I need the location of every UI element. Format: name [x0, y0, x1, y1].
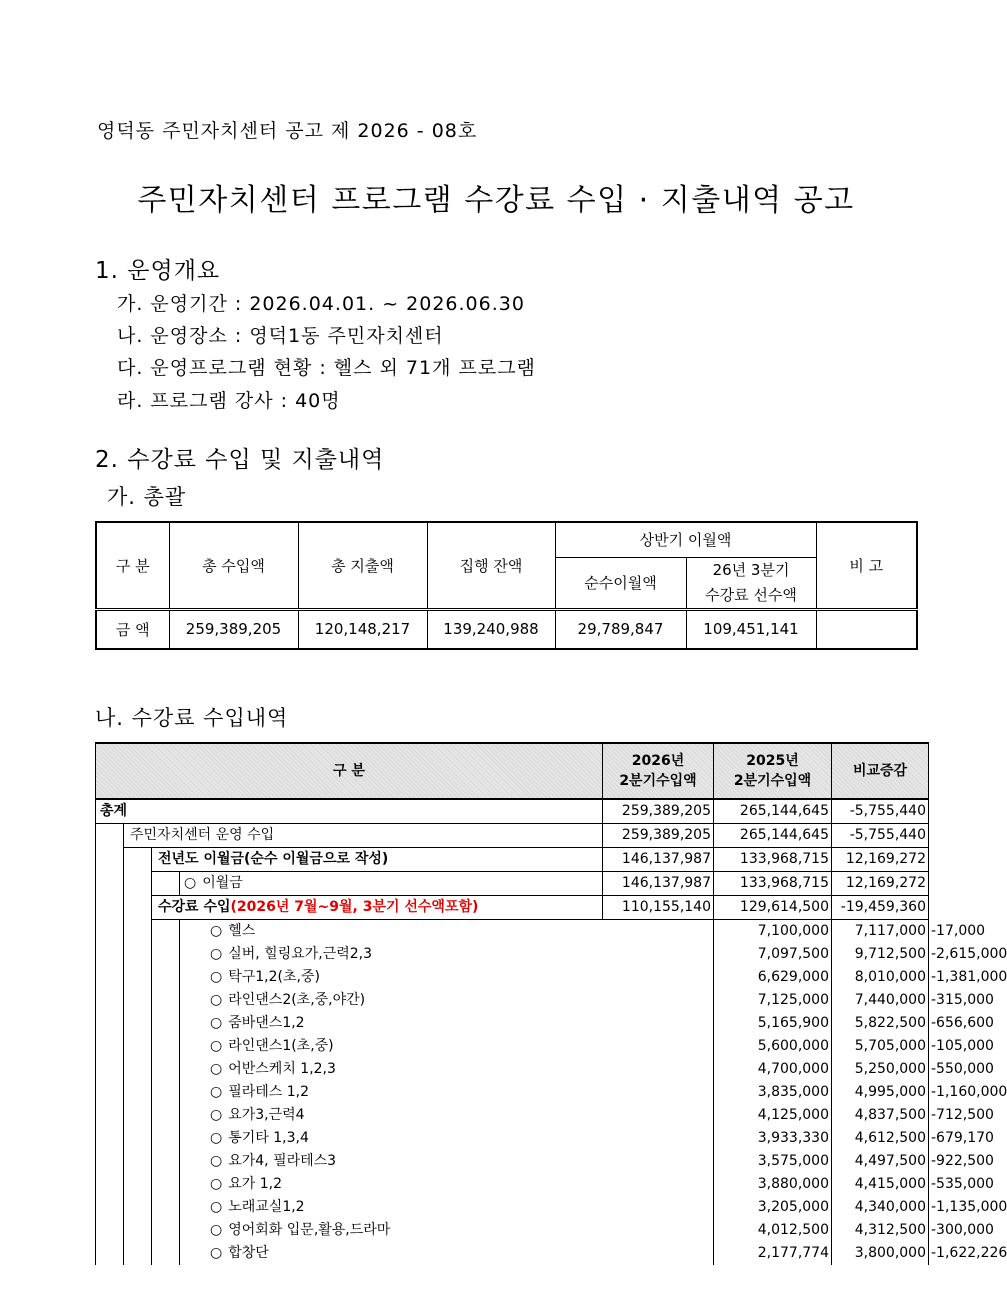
circle-bullet-icon: ○ [210, 1038, 223, 1054]
summary-header-prepaid [686, 557, 816, 609]
value-diff: 12,169,272 [832, 848, 929, 872]
value-2026: 4,012,500 [714, 1219, 832, 1242]
summary-header-net-carry: 순수이월액 [555, 557, 686, 609]
row-label: 합창단 [228, 1245, 269, 1261]
summary-total-expense: 120,148,217 [298, 609, 427, 649]
row-label: 요가 1,2 [228, 1176, 282, 1192]
summary-table [95, 521, 918, 650]
row-label: 전년도 이월금(순수 이월금으로 작성) [152, 848, 603, 872]
table-row: ○ 요가 1,2 3,880,000 4,415,000 -535,000 [96, 1173, 929, 1196]
section1-heading: 1. 운영개요 [95, 258, 221, 284]
row-label: 요가3,근력4 [228, 1107, 305, 1123]
value-diff: 12,169,272 [832, 872, 929, 896]
table-row-fee [96, 896, 929, 920]
value-2026: 146,137,987 [603, 872, 714, 896]
value-2025: 5,250,000 [832, 1058, 929, 1081]
value-2025: 8,010,000 [832, 966, 929, 989]
value-2025: 7,440,000 [832, 989, 929, 1012]
value-2026: 259,389,205 [603, 799, 714, 824]
circle-bullet-icon: ○ [210, 1107, 223, 1123]
circle-bullet-icon: ○ [210, 1061, 223, 1077]
value-2026: 3,575,000 [714, 1150, 832, 1173]
row-label-cell [180, 1035, 714, 1058]
value-2025: 133,968,715 [714, 848, 832, 872]
value-2026: 7,125,000 [714, 989, 832, 1012]
circle-bullet-icon: ○ [210, 1222, 223, 1238]
summary-net-carry: 29,789,847 [555, 609, 686, 649]
value-2026: 110,155,140 [603, 896, 714, 920]
table-row: ○ 노래교실1,2 3,205,000 4,340,000 -1,135,000 [96, 1196, 929, 1219]
income-header-2026-line1: 2026년 [631, 753, 685, 769]
income-header-2026-line2: 2분기수입액 [619, 773, 697, 789]
row-label: 주민자치센터 운영 수입 [124, 824, 603, 848]
value-2026: 3,205,000 [714, 1196, 832, 1219]
value-2026: 3,933,330 [714, 1127, 832, 1150]
value-2026: 4,700,000 [714, 1058, 832, 1081]
value-2025: 7,117,000 [832, 920, 929, 944]
row-note: (2026년 7월~9월, 3분기 선수액포함) [230, 899, 479, 915]
table-row: ○ 요가4, 필라테스3 3,575,000 4,497,500 -922,500 [96, 1150, 929, 1173]
row-label-cell [180, 1219, 714, 1242]
circle-bullet-icon: ○ [210, 923, 223, 939]
summary-header-total-income: 총 수입액 [169, 522, 298, 609]
summary-note [816, 609, 917, 649]
value-diff: -19,459,360 [832, 896, 929, 920]
summary-header-total-expense: 총 지출액 [298, 522, 427, 609]
row-label-cell [180, 872, 603, 896]
value-2025: 9,712,500 [832, 943, 929, 966]
value-2025: 5,822,500 [832, 1012, 929, 1035]
row-label-cell [180, 1242, 714, 1265]
table-row: ○ 필라테스 1,2 3,835,000 4,995,000 -1,160,000 [96, 1081, 929, 1104]
table-row: ○ 실버, 힐링요가,근력2,3 7,097,500 9,712,500 -2,615,000 [96, 943, 929, 966]
value-2025: 5,705,000 [832, 1035, 929, 1058]
income-header-2026 [603, 743, 714, 799]
page-title: 주민자치센터 프로그램 수강료 수입 · 지출내역 공고 [137, 183, 855, 218]
circle-bullet-icon: ○ [210, 1130, 223, 1146]
table-row: ○ 줌바댄스1,2 5,165,900 5,822,500 -656,600 [96, 1012, 929, 1035]
income-subheading: 나. 수강료 수입내역 [95, 706, 289, 730]
value-2026: 3,835,000 [714, 1081, 832, 1104]
row-label-cell [180, 1196, 714, 1219]
indent-cell [96, 824, 124, 1266]
value-diff: -5,755,440 [832, 799, 929, 824]
section2-heading: 2. 수강료 수입 및 지출내역 [95, 447, 385, 473]
table-row: ○ 요가3,근력4 4,125,000 4,837,500 -712,500 [96, 1104, 929, 1127]
row-label: 필라테스 1,2 [228, 1084, 310, 1100]
indent-cell [152, 920, 180, 1266]
row-label: 수강료 수입 [158, 899, 231, 915]
summary-header-carry: 상반기 이월액 [555, 522, 816, 557]
table-row: ○ 어반스케치 1,2,3 4,700,000 5,250,000 -550,000 [96, 1058, 929, 1081]
row-label-cell [180, 1104, 714, 1127]
overview-location: 나. 운영장소 : 영덕1동 주민자치센터 [117, 325, 444, 347]
row-label-cell [180, 1058, 714, 1081]
value-2025: 129,614,500 [714, 896, 832, 920]
circle-bullet-icon: ○ [210, 1015, 223, 1031]
value-2026: 146,137,987 [603, 848, 714, 872]
income-header-2025 [714, 743, 832, 799]
table-row-total [96, 799, 929, 824]
value-2025: 4,497,500 [832, 1150, 929, 1173]
summary-header-prepaid-line2: 수강료 선수액 [705, 585, 797, 604]
income-header-diff: 비교증감 [832, 743, 929, 799]
table-row: ○ 라인댄스1(초,중) 5,600,000 5,705,000 -105,000 [96, 1035, 929, 1058]
table-row-carry-item [96, 872, 929, 896]
indent-cell [124, 848, 152, 1266]
row-label: 노래교실1,2 [228, 1199, 305, 1215]
notice-number: 영덕동 주민자치센터 공고 제 2026 - 08호 [97, 120, 478, 142]
value-2026: 5,600,000 [714, 1035, 832, 1058]
table-row: ○ 통기타 1,3,4 3,933,330 4,612,500 -679,170 [96, 1127, 929, 1150]
table-row: ○ 탁구1,2(초,중) 6,629,000 8,010,000 -1,381,000 [96, 966, 929, 989]
row-label-cell [180, 966, 714, 989]
value-2025: 4,837,500 [832, 1104, 929, 1127]
summary-header-prepaid-line1: 26년 3분기 [712, 560, 790, 579]
value-2025: 4,612,500 [832, 1127, 929, 1150]
table-row: ○ 헬스 7,100,000 7,117,000 -17,000 [96, 920, 929, 944]
row-label: 헬스 [228, 923, 256, 939]
table-row: ○ 합창단 2,177,774 3,800,000 -1,622,226 [96, 1242, 929, 1265]
summary-header-balance: 집행 잔액 [427, 522, 555, 609]
summary-header-category: 구 분 [96, 522, 169, 609]
summary-total-income: 259,389,205 [169, 609, 298, 649]
value-2025: 4,340,000 [832, 1196, 929, 1219]
value-2025: 265,144,645 [714, 799, 832, 824]
table-row: ○ 라인댄스2(초,중,야간) 7,125,000 7,440,000 -315,000 [96, 989, 929, 1012]
circle-bullet-icon: ○ [210, 969, 223, 985]
row-label: 요가4, 필라테스3 [228, 1153, 337, 1169]
table-row: ○ 영어회화 입문,활용,드라마 4,012,500 4,312,500 -300,000 [96, 1219, 929, 1242]
circle-bullet-icon: ○ [184, 875, 197, 891]
row-label: 탁구1,2(초,중) [228, 969, 320, 985]
value-2026: 6,629,000 [714, 966, 832, 989]
summary-balance: 139,240,988 [427, 609, 555, 649]
circle-bullet-icon: ○ [210, 946, 223, 962]
circle-bullet-icon: ○ [210, 1084, 223, 1100]
circle-bullet-icon: ○ [210, 1153, 223, 1169]
table-row-carry [96, 848, 929, 872]
circle-bullet-icon: ○ [210, 1245, 223, 1261]
row-label: 라인댄스2(초,중,야간) [228, 992, 366, 1008]
row-label: 어반스케치 1,2,3 [228, 1061, 336, 1077]
value-2026: 4,125,000 [714, 1104, 832, 1127]
summary-row-label: 금 액 [96, 609, 169, 649]
value-2026: 7,100,000 [714, 920, 832, 944]
row-label: 라인댄스1(초,중) [228, 1038, 334, 1054]
row-label: 실버, 힐링요가,근력2,3 [228, 946, 373, 962]
row-label-cell [180, 1173, 714, 1196]
value-2026: 5,165,900 [714, 1012, 832, 1035]
value-2025: 265,144,645 [714, 824, 832, 848]
overview-instructors: 라. 프로그램 강사 : 40명 [117, 390, 341, 412]
circle-bullet-icon: ○ [210, 1199, 223, 1215]
row-label: 영어회화 입문,활용,드라마 [228, 1222, 391, 1238]
income-table [95, 742, 1007, 1265]
value-2025: 133,968,715 [714, 872, 832, 896]
row-label-cell [180, 1127, 714, 1150]
overview-period: 가. 운영기간 : 2026.04.01. ~ 2026.06.30 [117, 293, 525, 315]
income-header-2025-line2: 2분기수입액 [733, 773, 812, 789]
value-2025: 4,312,500 [832, 1219, 929, 1242]
value-2026: 3,880,000 [714, 1173, 832, 1196]
value-diff: -5,755,440 [832, 824, 929, 848]
row-label-cell [180, 989, 714, 1012]
row-label-cell [180, 920, 714, 944]
summary-header-note: 비 고 [816, 522, 917, 609]
circle-bullet-icon: ○ [210, 1176, 223, 1192]
value-2026: 259,389,205 [603, 824, 714, 848]
value-2025: 4,995,000 [832, 1081, 929, 1104]
row-label-cell [152, 896, 603, 920]
value-2025: 4,415,000 [832, 1173, 929, 1196]
row-label: 총계 [96, 799, 603, 824]
row-label-cell [180, 1081, 714, 1104]
row-label: 통기타 1,3,4 [228, 1130, 309, 1146]
row-label-cell [180, 1012, 714, 1035]
overview-programs: 다. 운영프로그램 현황 : 헬스 외 71개 프로그램 [117, 357, 536, 379]
row-label: 줌바댄스1,2 [228, 1015, 305, 1031]
income-header-2025-line1: 2025년 [746, 753, 799, 769]
row-label: 이월금 [202, 875, 243, 891]
table-row-center [96, 824, 929, 848]
summary-subheading: 가. 총괄 [107, 485, 187, 509]
row-label-cell [180, 1150, 714, 1173]
indent-cell [152, 872, 180, 896]
value-2025: 3,800,000 [832, 1242, 929, 1265]
circle-bullet-icon: ○ [210, 992, 223, 1008]
income-header-category: 구 분 [96, 743, 603, 799]
summary-prepaid: 109,451,141 [686, 609, 816, 649]
value-2026: 2,177,774 [714, 1242, 832, 1265]
row-label-cell [180, 943, 714, 966]
value-2026: 7,097,500 [714, 943, 832, 966]
